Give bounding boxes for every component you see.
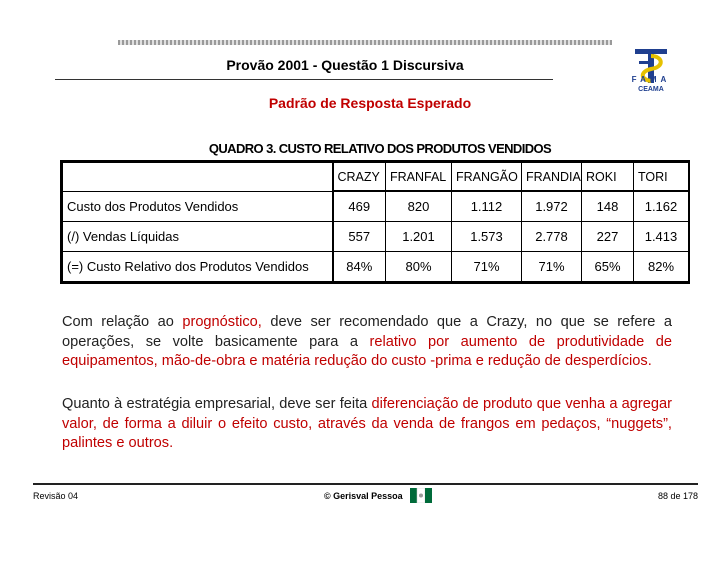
table-cell: 557	[333, 222, 386, 252]
row-label: Custo dos Produtos Vendidos	[63, 191, 333, 222]
table-cell: 2.778	[522, 222, 582, 252]
table-cell: 71%	[452, 252, 522, 282]
column-header: FRANGÃO	[452, 163, 522, 192]
page-subtitle: Padrão de Resposta Esperado	[268, 95, 472, 111]
table-cell: 227	[582, 222, 634, 252]
prognosis-paragraph	[62, 313, 672, 372]
logo-subtext: CEAMA	[638, 86, 664, 93]
table-cell: 71%	[522, 252, 582, 282]
footer-divider	[33, 483, 698, 485]
highlight-text: relativo por aumento de produtividade de equipamentos, mão-de-obra e matéria redução do custo -prima e redução de desperdícios.	[62, 333, 672, 369]
table-row	[63, 222, 689, 252]
column-header: CRAZY	[333, 163, 386, 192]
table-row	[63, 252, 689, 282]
column-header: FRANDIA	[522, 163, 582, 192]
table-cell: 84%	[333, 252, 386, 282]
table-header-row	[63, 163, 689, 192]
table-cell: 1.201	[386, 222, 452, 252]
table-cell: 65%	[582, 252, 634, 282]
table-cell: 820	[386, 191, 452, 222]
table-cell: 82%	[634, 252, 689, 282]
cost-table	[60, 160, 690, 284]
table-cell: 469	[333, 191, 386, 222]
table-cell: 1.573	[452, 222, 522, 252]
table-cell: 1.972	[522, 191, 582, 222]
strategy-paragraph	[62, 395, 672, 454]
table-title: QUADRO 3. CUSTO RELATIVO DOS PRODUTOS VENDIDOS	[208, 141, 552, 156]
table-cell: 148	[582, 191, 634, 222]
table-corner-cell	[63, 163, 333, 192]
row-label: (/) Vendas Líquidas	[63, 222, 333, 252]
column-header: TORI	[634, 163, 689, 192]
footer-revision: Revisão 04	[33, 491, 79, 501]
paragraph-text: Com relação ao	[62, 314, 183, 330]
row-label: (=) Custo Relativo dos Produtos Vendidos	[63, 252, 333, 282]
paragraph-text: deve ser recomendado que a Crazy, no que se refere a operações, se volte basicamente para a	[62, 314, 673, 350]
header-decorative-bar	[118, 40, 612, 45]
footer-author: © Gerisval Pessoa	[324, 491, 403, 501]
highlight-text: diferenciação de produto que venha a agregar valor, de forma a diluir o efeito custo, através da venda de frangos em pedaços, “nuggets”, palintes e outros.	[62, 396, 672, 451]
highlight-text: prognóstico,	[182, 314, 262, 330]
column-header: FRANFAL	[386, 163, 452, 192]
page-title: Provão 2001 - Questão 1 Discursiva	[226, 57, 464, 73]
table-cell: 1.413	[634, 222, 689, 252]
paragraph-text: Quanto à estratégia empresarial, deve ser feita	[62, 396, 372, 412]
table-cell: 80%	[386, 252, 452, 282]
logo-text: FAMA	[631, 75, 671, 84]
table-cell: 1.162	[634, 191, 689, 222]
title-divider	[55, 79, 553, 80]
page-number: 88 de 178	[657, 491, 698, 501]
table-row	[63, 191, 689, 222]
column-header: ROKI	[582, 163, 634, 192]
flag-icon	[410, 488, 432, 503]
table-cell: 1.112	[452, 191, 522, 222]
